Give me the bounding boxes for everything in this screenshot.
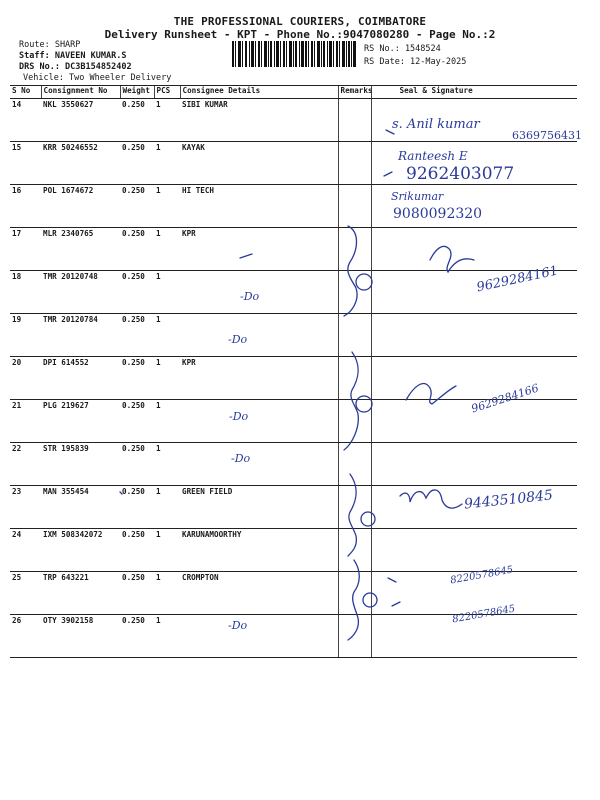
cell-pcs: 1 [154, 185, 180, 228]
cell-remarks [338, 400, 371, 443]
cell-weight: 0.250 [120, 314, 154, 357]
ditto-mark: -Do [231, 452, 251, 465]
cell-sno: 20 [10, 357, 41, 400]
signature-phone: 9629284161 [475, 263, 560, 296]
col-consignment: Consignment No [41, 86, 120, 99]
cell-sno: 22 [10, 443, 41, 486]
cell-consignee: CROMPTON [180, 572, 338, 615]
cell-sno: 21 [10, 400, 41, 443]
col-consignee: Consignee Details [180, 86, 338, 99]
cell-consignment: TMR 20120748 [41, 271, 120, 314]
cell-pcs: 1 [154, 314, 180, 357]
cell-pcs: 1 [154, 572, 180, 615]
cell-pcs: 1 [154, 142, 180, 185]
cell-remarks [338, 314, 371, 357]
cell-remarks [338, 228, 371, 271]
col-sno: S No [10, 86, 41, 99]
cell-pcs: 1 [154, 271, 180, 314]
cell-seal [371, 357, 577, 400]
cell-consignment: DPI 614552 [41, 357, 120, 400]
signature-phone: 9262403077 [406, 164, 515, 184]
cell-consignment: PLG 219627 [41, 400, 120, 443]
table-row [10, 99, 577, 142]
cell-consignee: SIBI KUMAR [180, 99, 338, 142]
cell-remarks [338, 142, 371, 185]
cell-weight: 0.250 [120, 99, 154, 142]
signature-phone: 9443510845 [463, 487, 554, 513]
cell-weight: 0.250 [120, 443, 154, 486]
cell-remarks [338, 615, 371, 658]
cell-pcs: 1 [154, 615, 180, 658]
col-weight: Weight [120, 86, 154, 99]
cell-weight: 0.250 [120, 572, 154, 615]
rs-number: RS No.: 1548524 [364, 44, 441, 54]
barcode [232, 41, 356, 67]
cell-consignee: KARUNAMOORTHY [180, 529, 338, 572]
table-row [10, 357, 577, 400]
cell-consignment: POL 1674672 [41, 185, 120, 228]
cell-sno: 14 [10, 99, 41, 142]
table-row [10, 615, 577, 658]
cell-remarks [338, 99, 371, 142]
cell-weight: 0.250 [120, 142, 154, 185]
cell-remarks [338, 529, 371, 572]
vehicle-label: Vehicle: Two Wheeler Delivery [23, 73, 172, 83]
cell-consignment: STR 195839 [41, 443, 120, 486]
cell-consignee [180, 615, 338, 658]
cell-sno: 18 [10, 271, 41, 314]
cell-sno: 19 [10, 314, 41, 357]
cell-consignee: KAYAK [180, 142, 338, 185]
cell-consignment: MLR 2340765 [41, 228, 120, 271]
cell-pcs: 1 [154, 529, 180, 572]
col-seal-signature: Seal & Signature [371, 86, 577, 99]
cell-consignment: TMR 20120784 [41, 314, 120, 357]
signature-phone: 9080092320 [393, 206, 483, 222]
cell-pcs: 1 [154, 99, 180, 142]
col-remarks: Remarks [338, 86, 371, 99]
route-label: Route: SHARP [19, 40, 81, 50]
cell-consignee [180, 443, 338, 486]
runsheet-title: Delivery Runsheet - KPT - Phone No.:9047080280 - Page No.:2 [104, 28, 496, 41]
cell-consignee: GREEN FIELD [180, 486, 338, 529]
cell-consignee [180, 314, 338, 357]
cell-remarks [338, 185, 371, 228]
cell-consignee: KPR [180, 357, 338, 400]
cell-consignment: TRP 643221 [41, 572, 120, 615]
signature-phone: 8220578645 [449, 564, 515, 587]
signature-name: Srikumar [391, 190, 444, 203]
signature-phone: 8220578645 [451, 603, 517, 626]
ditto-mark: -Do [229, 410, 249, 423]
cell-consignee: KPR [180, 228, 338, 271]
cell-consignment: KRR 50246552 [41, 142, 120, 185]
ditto-mark: -Do [240, 290, 260, 303]
company-title: THE PROFESSIONAL COURIERS, COIMBATORE [173, 15, 427, 28]
cell-pcs: 1 [154, 486, 180, 529]
signature-phone: 6369756431 [512, 129, 582, 142]
cell-remarks [338, 443, 371, 486]
cell-pcs: 1 [154, 228, 180, 271]
cell-consignment: MAN 355454 [41, 486, 120, 529]
cell-seal [371, 529, 577, 572]
cell-sno: 25 [10, 572, 41, 615]
table-header-row [10, 86, 577, 99]
cell-weight: 0.250 [120, 615, 154, 658]
cell-sno: 15 [10, 142, 41, 185]
ditto-mark: -Do [228, 333, 248, 346]
col-pcs: PCS [154, 86, 180, 99]
cell-sno: 17 [10, 228, 41, 271]
cell-weight: 0.250 [120, 400, 154, 443]
cell-consignee [180, 400, 338, 443]
drs-label: DRS No.: DC3B154852402 [19, 62, 132, 72]
cell-sno: 16 [10, 185, 41, 228]
table-row [10, 185, 577, 228]
signature-phone: 9629284166 [469, 381, 541, 416]
cell-weight: 0.250 [120, 486, 154, 529]
cell-seal [371, 443, 577, 486]
cell-seal [371, 228, 577, 271]
cell-pcs: 1 [154, 357, 180, 400]
table-row [10, 228, 577, 271]
cell-remarks [338, 357, 371, 400]
cell-pcs: 1 [154, 400, 180, 443]
cell-consignment: NKL 3550627 [41, 99, 120, 142]
cell-weight: 0.250 [120, 357, 154, 400]
cell-sno: 26 [10, 615, 41, 658]
cell-seal [371, 314, 577, 357]
cell-pcs: 1 [154, 443, 180, 486]
cell-consignment: IXM 508342072 [41, 529, 120, 572]
staff-label: Staff: NAVEEN KUMAR.S [19, 51, 127, 61]
table-row [10, 443, 577, 486]
cell-remarks [338, 271, 371, 314]
cell-sno: 23 [10, 486, 41, 529]
cell-weight: 0.250 [120, 185, 154, 228]
cell-weight: 0.250 [120, 228, 154, 271]
cell-weight: 0.250 [120, 529, 154, 572]
cell-remarks [338, 572, 371, 615]
signature-name: s. Anil kumar [392, 117, 480, 132]
table-row [10, 314, 577, 357]
cell-remarks [338, 486, 371, 529]
table-row [10, 529, 577, 572]
cell-weight: 0.250 [120, 271, 154, 314]
ditto-mark: -Do [228, 619, 248, 632]
cell-consignee: HI TECH [180, 185, 338, 228]
cell-consignment: OTY 3902158 [41, 615, 120, 658]
signature-name: Ranteesh E [398, 149, 468, 163]
rs-date: RS Date: 12-May-2025 [364, 57, 467, 67]
cell-sno: 24 [10, 529, 41, 572]
